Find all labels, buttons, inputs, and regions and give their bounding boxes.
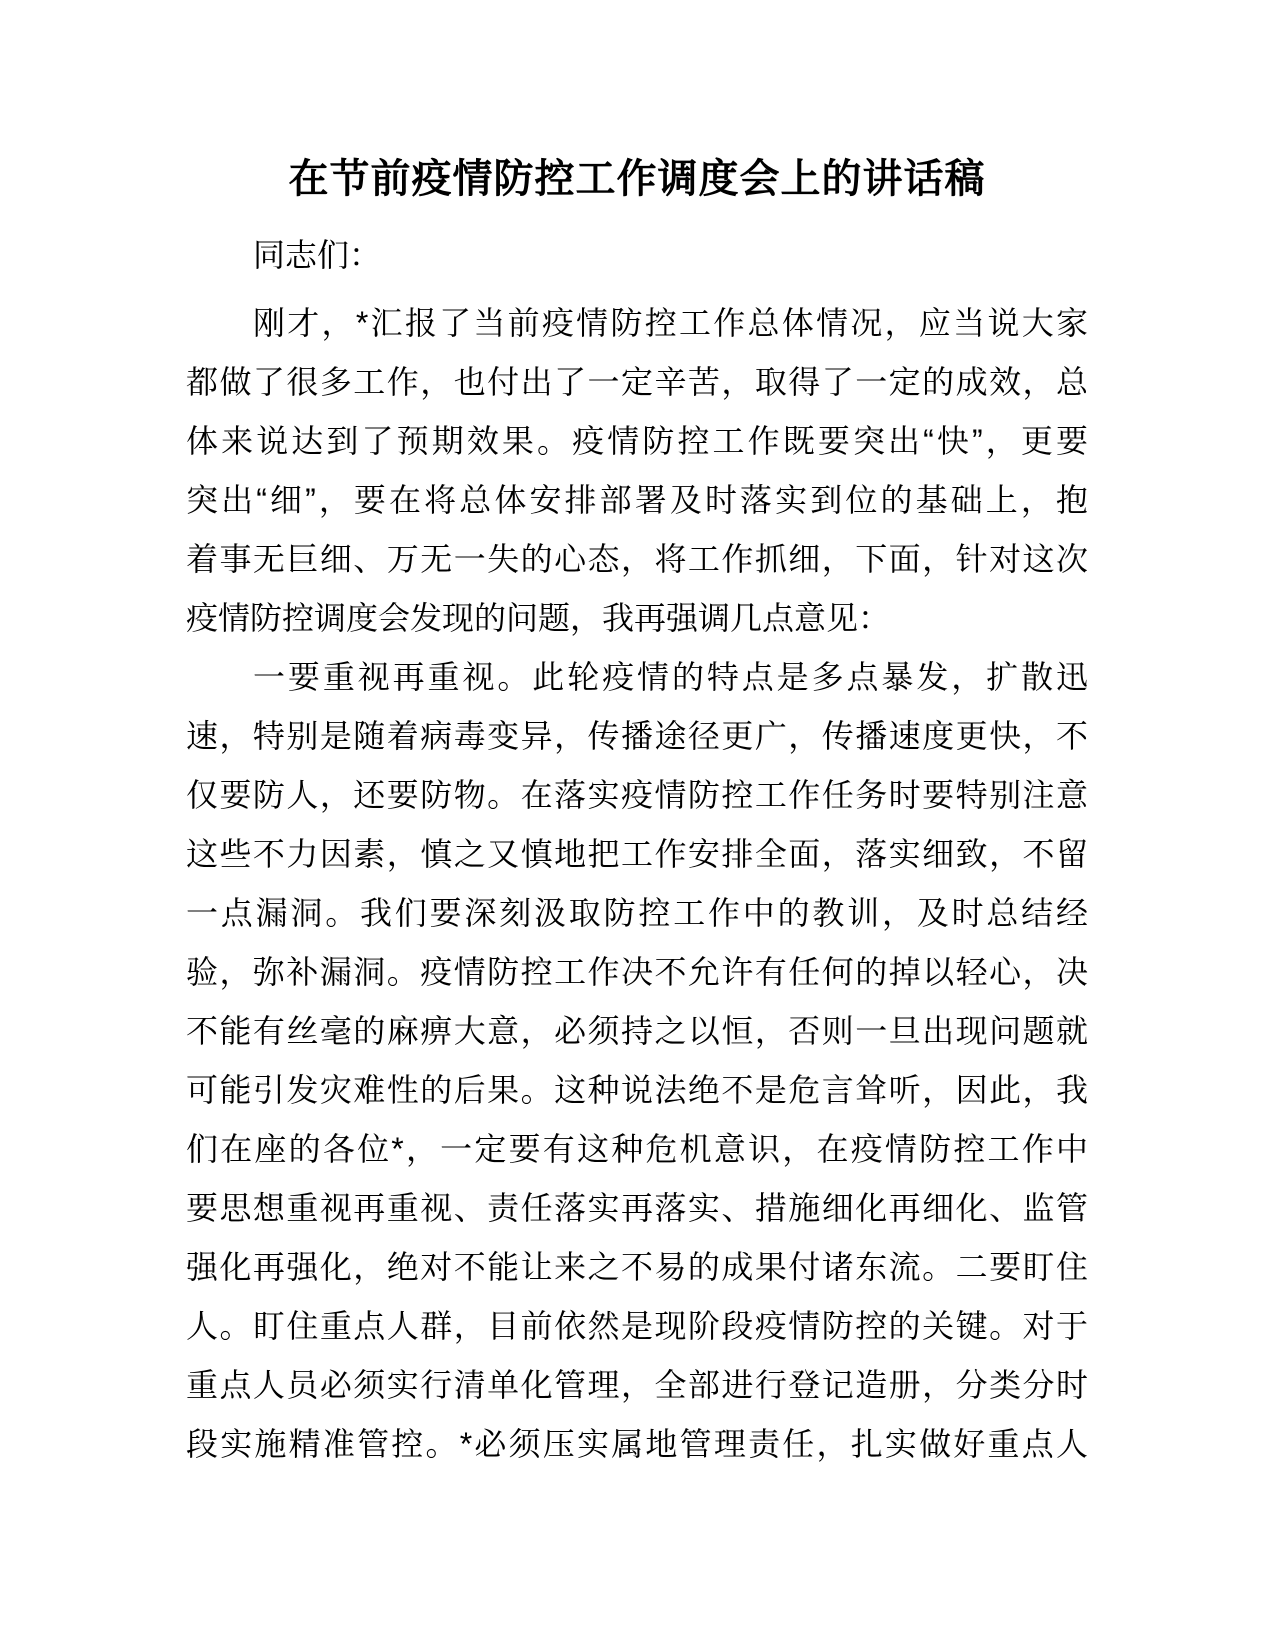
text-line: 强化再强化，绝对不能让来之不易的成果付诸东流。二要盯住 [186,1249,1088,1285]
text-line: 突出“细”，要在将总体安排部署及时落实到位的基础上，抱 [186,482,1088,518]
text-line: 体来说达到了预期效果。疫情防控工作既要突出“快”，更要 [186,423,1088,459]
text-line: 刚才，*汇报了当前疫情防控工作总体情况，应当说大家 [253,305,1088,341]
salutation: 同志们： [253,237,382,273]
text-line: 可能引发灾难性的后果。这种说法绝不是危言耸听，因此，我 [186,1072,1088,1108]
text-line: 一点漏洞。我们要深刻汲取防控工作中的教训，及时总结经 [186,895,1088,931]
text-line: 仅要防人，还要防物。在落实疫情防控工作任务时要特别注意 [186,777,1088,813]
text-line: 段实施精准管控。*必须压实属地管理责任，扎实做好重点人 [186,1426,1088,1462]
text-line: 不能有丝毫的麻痹大意，必须持之以恒，否则一旦出现问题就 [186,1013,1088,1049]
text-line: 着事无巨细、万无一失的心态，将工作抓细，下面，针对这次 [186,541,1088,577]
paragraph [186,294,1088,648]
document-title: 在节前疫情防控工作调度会上的讲话稿 [288,157,986,201]
text-line: 速，特别是随着病毒变异，传播途径更广，传播速度更快，不 [186,718,1088,754]
paragraph [186,648,1088,1474]
text-line: 重点人员必须实行清单化管理，全部进行登记造册，分类分时 [186,1367,1088,1403]
text-line: 都做了很多工作，也付出了一定辛苦，取得了一定的成效，总 [186,364,1088,400]
text-line: 疫情防控调度会发现的问题，我再强调几点意见： [186,600,891,636]
text-line: 人。盯住重点人群，目前依然是现阶段疫情防控的关键。对于 [186,1308,1088,1344]
text-line: 这些不力因素，慎之又慎地把工作安排全面，落实细致，不留 [186,836,1088,872]
text-line: 验，弥补漏洞。疫情防控工作决不允许有任何的掉以轻心，决 [186,954,1088,990]
text-line: 一要重视再重视。此轮疫情的特点是多点暴发，扩散迅 [253,659,1088,695]
text-line: 要思想重视再重视、责任落实再落实、措施细化再细化、监管 [186,1190,1088,1226]
text-line: 们在座的各位*，一定要有这种危机意识，在疫情防控工作中 [186,1131,1088,1167]
